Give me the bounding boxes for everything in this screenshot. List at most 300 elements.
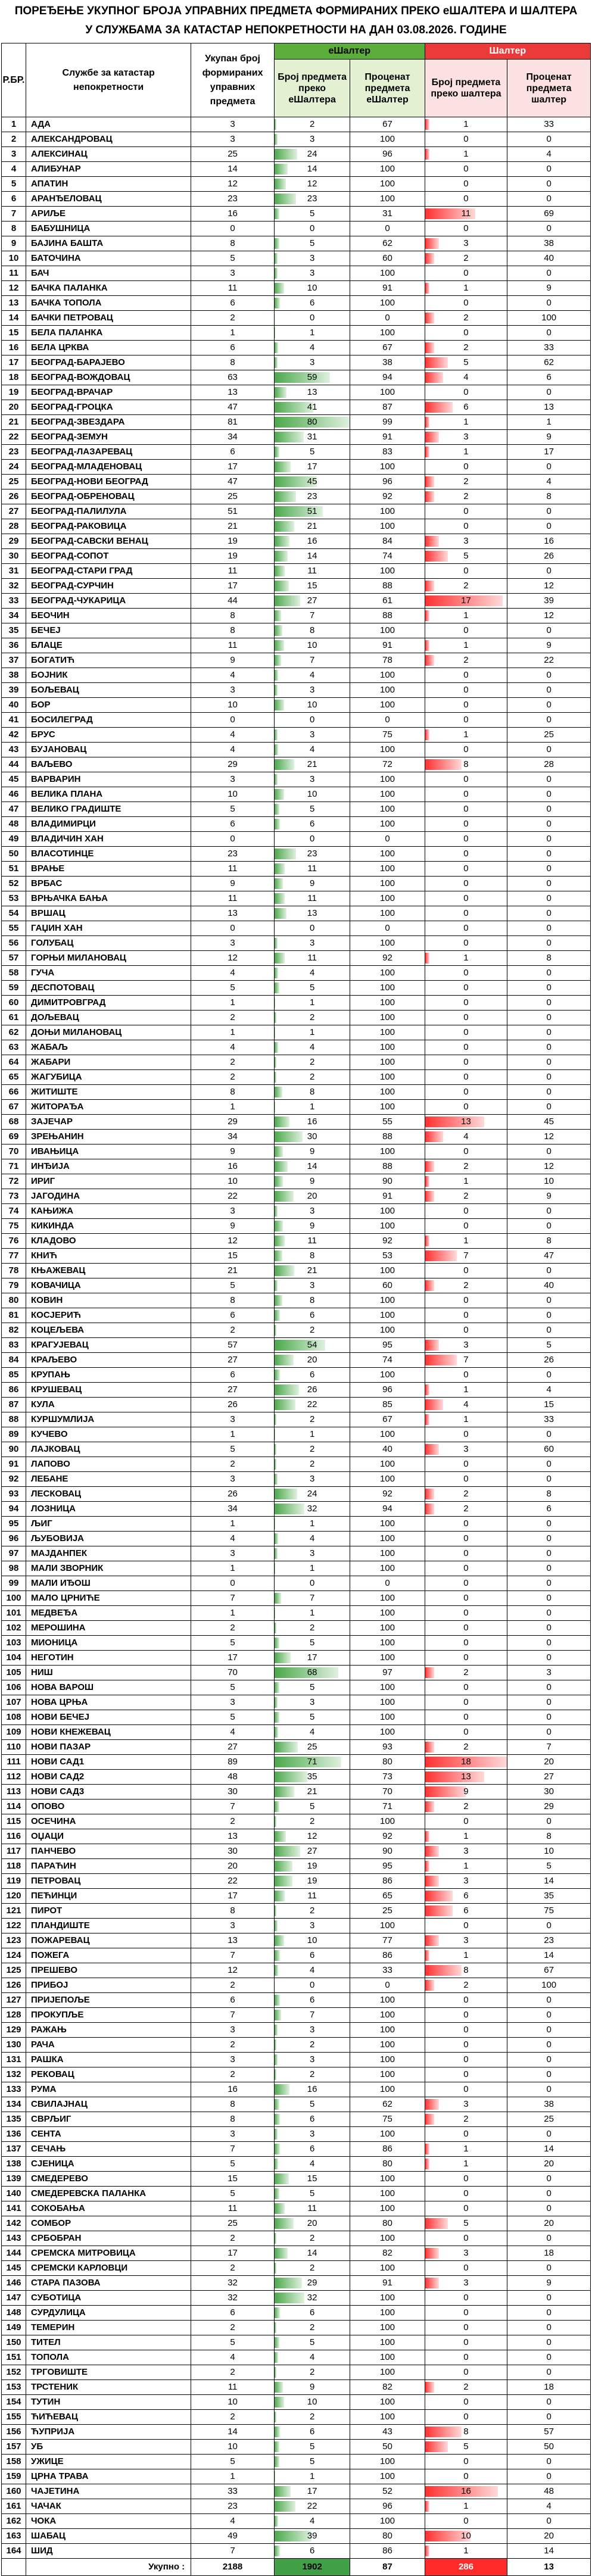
total-count: 8 <box>191 2097 275 2112</box>
totals-s-count: 286 <box>425 2559 507 2576</box>
shalter-count <box>425 1234 507 1249</box>
eshalter-count <box>274 1800 350 1814</box>
shalter-count <box>425 653 507 668</box>
shalter-percent: 0 <box>507 1651 591 1666</box>
table-row <box>2 1323 591 1338</box>
shalter-count <box>425 2246 507 2261</box>
eshalter-count <box>274 326 350 341</box>
table-row <box>2 891 591 906</box>
eshalter-count-value: 29 <box>307 2278 317 2288</box>
eshalter-data-bar <box>275 685 278 696</box>
eshalter-percent: 67 <box>350 117 425 132</box>
eshalter-count <box>274 2201 350 2216</box>
table-row <box>2 296 591 311</box>
row-number: 21 <box>2 415 26 430</box>
shalter-count-value: 1 <box>463 729 469 740</box>
row-number: 7 <box>2 207 26 222</box>
eshalter-data-bar <box>275 1652 291 1663</box>
eshalter-count-value: 3 <box>309 357 315 367</box>
table-row <box>2 1368 591 1383</box>
shalter-count <box>425 445 507 460</box>
shalter-count <box>425 966 507 981</box>
service-name: БЕЧЕЈ <box>26 623 191 638</box>
eshalter-percent: 94 <box>350 370 425 385</box>
eshalter-data-bar <box>275 1370 280 1380</box>
row-number: 108 <box>2 1710 26 1725</box>
row-number: 64 <box>2 1055 26 1070</box>
row-number: 141 <box>2 2201 26 2216</box>
table-row <box>2 1785 591 1800</box>
table-row <box>2 1919 591 1933</box>
eshalter-count <box>274 1011 350 1025</box>
total-count: 33 <box>191 2484 275 2499</box>
total-count: 10 <box>191 2395 275 2410</box>
row-number: 58 <box>2 966 26 981</box>
row-number: 68 <box>2 1115 26 1130</box>
total-count: 70 <box>191 1666 275 1680</box>
service-name: УБ <box>26 2440 191 2455</box>
table-row <box>2 2157 591 2172</box>
total-count: 5 <box>191 2157 275 2172</box>
table-row <box>2 1621 591 1636</box>
eshalter-count-value: 5 <box>309 2337 315 2347</box>
total-count: 13 <box>191 1933 275 1948</box>
eshalter-count-value: 1 <box>309 1608 315 1618</box>
eshalter-data-bar <box>275 581 289 591</box>
eshalter-count <box>274 430 350 445</box>
shalter-data-bar <box>425 1772 484 1782</box>
shalter-data-bar <box>425 313 434 323</box>
shalter-count <box>425 1785 507 1800</box>
eshalter-count-value: 54 <box>307 1340 317 1350</box>
eshalter-count-value: 5 <box>309 2456 315 2466</box>
eshalter-percent: 65 <box>350 1889 425 1904</box>
shalter-count <box>425 147 507 162</box>
shalter-data-bar <box>425 2278 439 2288</box>
shalter-percent: 100 <box>507 1978 591 1993</box>
total-count: 7 <box>191 2544 275 2559</box>
eshalter-percent: 75 <box>350 728 425 743</box>
eshalter-percent: 86 <box>350 1874 425 1889</box>
total-count: 1 <box>191 1517 275 1532</box>
service-name: КЛАДОВО <box>26 1234 191 1249</box>
total-count: 8 <box>191 2112 275 2127</box>
eshalter-percent: 72 <box>350 757 425 772</box>
eshalter-percent: 71 <box>350 1800 425 1814</box>
service-name: БЕОГРАД-ЛАЗАРЕВАЦ <box>26 445 191 460</box>
shalter-percent: 9 <box>507 2276 591 2291</box>
table-row <box>2 2067 591 2082</box>
eshalter-count <box>274 1978 350 1993</box>
eshalter-data-bar <box>275 893 285 904</box>
eshalter-count <box>274 2097 350 2112</box>
service-name: СМЕДЕРЕВО <box>26 2172 191 2187</box>
eshalter-count-value: 3 <box>309 1697 315 1707</box>
table-row <box>2 1249 591 1264</box>
eshalter-count-value: 30 <box>307 1131 317 1142</box>
table-row <box>2 743 591 757</box>
eshalter-percent: 85 <box>350 1398 425 1412</box>
shalter-percent: 0 <box>507 192 591 207</box>
eshalter-data-bar <box>275 2352 278 2363</box>
shalter-percent: 0 <box>507 1591 591 1606</box>
eshalter-count <box>274 2306 350 2321</box>
shalter-count-value: 0 <box>463 849 469 859</box>
table-row <box>2 162 591 177</box>
eshalter-percent: 88 <box>350 1159 425 1174</box>
eshalter-percent: 93 <box>350 1740 425 1755</box>
service-name: КАЊИЖА <box>26 1204 191 1219</box>
shalter-count <box>425 1100 507 1115</box>
table-row <box>2 564 591 579</box>
total-count: 27 <box>191 1383 275 1398</box>
shalter-count-value: 0 <box>463 1027 469 1037</box>
shalter-percent: 0 <box>507 862 591 877</box>
eshalter-count <box>274 1532 350 1546</box>
eshalter-data-bar <box>275 2188 279 2199</box>
eshalter-data-bar <box>275 2516 278 2527</box>
service-name: ОСЕЧИНА <box>26 1814 191 1829</box>
shalter-count-value: 0 <box>463 1221 469 1231</box>
shalter-percent: 0 <box>507 936 591 951</box>
service-name: РАЖАЊ <box>26 2023 191 2038</box>
shalter-count <box>425 1264 507 1278</box>
eshalter-count-value: 3 <box>309 1280 315 1290</box>
totals-label: Укупно : <box>26 2559 191 2576</box>
eshalter-count-value: 0 <box>309 1578 315 1588</box>
eshalter-count <box>274 1204 350 1219</box>
header-e-pct: Проценат предмета еШалтер <box>350 60 425 117</box>
shalter-percent: 0 <box>507 2335 591 2350</box>
eshalter-percent: 31 <box>350 207 425 222</box>
total-count: 29 <box>191 757 275 772</box>
shalter-percent: 0 <box>507 1814 591 1829</box>
eshalter-data-bar <box>275 1831 286 1842</box>
shalter-data-bar <box>425 1176 430 1187</box>
shalter-percent: 0 <box>507 713 591 728</box>
eshalter-count <box>274 668 350 683</box>
total-count: 30 <box>191 1785 275 1800</box>
total-count: 15 <box>191 1249 275 1264</box>
shalter-count-value: 0 <box>463 1816 469 1826</box>
eshalter-data-bar <box>275 2501 295 2512</box>
shalter-data-bar <box>425 2546 430 2556</box>
shalter-percent: 0 <box>507 1055 591 1070</box>
eshalter-data-bar <box>275 1146 283 1157</box>
eshalter-data-bar <box>275 1667 339 1678</box>
shalter-count <box>425 2469 507 2484</box>
total-count: 17 <box>191 1889 275 1904</box>
shalter-count <box>425 311 507 326</box>
row-number: 66 <box>2 1085 26 1100</box>
shalter-count-value: 0 <box>463 700 469 710</box>
eshalter-count-value: 10 <box>307 1935 317 1945</box>
shalter-count <box>425 1933 507 1948</box>
eshalter-percent: 100 <box>350 162 425 177</box>
shalter-count <box>425 489 507 504</box>
row-number: 109 <box>2 1725 26 1740</box>
eshalter-data-bar <box>275 1459 276 1470</box>
shalter-count-value: 1 <box>463 417 469 427</box>
service-name: ПЕЋИНЦИ <box>26 1889 191 1904</box>
eshalter-percent: 100 <box>350 1993 425 2008</box>
eshalter-count-value: 16 <box>307 536 317 546</box>
eshalter-count-value: 5 <box>309 1638 315 1648</box>
eshalter-data-bar <box>275 1102 276 1112</box>
shalter-count <box>425 1814 507 1829</box>
table-row <box>2 1710 591 1725</box>
eshalter-percent: 92 <box>350 1829 425 1844</box>
table-row <box>2 2350 591 2365</box>
row-number: 59 <box>2 981 26 996</box>
eshalter-count-value: 3 <box>309 2129 315 2139</box>
shalter-count-value: 3 <box>463 2278 469 2288</box>
service-name: ЧАЧАК <box>26 2499 191 2514</box>
service-name: БЕОГРАД-СУРЧИН <box>26 579 191 594</box>
shalter-count <box>425 1011 507 1025</box>
table-row <box>2 1800 591 1814</box>
row-number: 34 <box>2 609 26 623</box>
eshalter-count <box>274 579 350 594</box>
service-name: НЕГОТИН <box>26 1651 191 1666</box>
shalter-count-value: 0 <box>463 1727 469 1737</box>
shalter-count <box>425 2231 507 2246</box>
eshalter-count-value: 5 <box>309 2441 315 2452</box>
eshalter-count <box>274 1249 350 1264</box>
eshalter-percent: 67 <box>350 341 425 355</box>
shalter-count <box>425 981 507 996</box>
shalter-data-bar <box>425 342 434 353</box>
shalter-count <box>425 415 507 430</box>
row-number: 67 <box>2 1100 26 1115</box>
eshalter-count-value: 2 <box>309 1906 315 1916</box>
shalter-count-value: 0 <box>463 2456 469 2466</box>
shalter-count <box>425 1993 507 2008</box>
table-row <box>2 2499 591 2514</box>
eshalter-data-bar <box>275 2054 278 2065</box>
shalter-count <box>425 2157 507 2172</box>
shalter-count <box>425 906 507 921</box>
service-name: ПЛАНДИШТЕ <box>26 1919 191 1933</box>
eshalter-count-value: 7 <box>309 655 315 665</box>
shalter-percent: 0 <box>507 132 591 147</box>
eshalter-data-bar <box>275 774 278 785</box>
eshalter-percent: 100 <box>350 1323 425 1338</box>
shalter-data-bar <box>425 581 434 591</box>
shalter-data-bar <box>425 2427 462 2437</box>
eshalter-data-bar <box>275 521 294 532</box>
eshalter-percent: 100 <box>350 802 425 817</box>
row-number: 117 <box>2 1844 26 1859</box>
shalter-count <box>425 355 507 370</box>
shalter-count <box>425 609 507 623</box>
eshalter-count <box>274 1725 350 1740</box>
shalter-percent: 8 <box>507 1234 591 1249</box>
eshalter-count <box>274 1323 350 1338</box>
shalter-count-value: 0 <box>463 1652 469 1663</box>
shalter-data-bar <box>425 1876 439 1886</box>
shalter-percent: 23 <box>507 1933 591 1948</box>
eshalter-data-bar <box>275 536 289 547</box>
shalter-percent: 0 <box>507 906 591 921</box>
service-name: ЖИТИШТЕ <box>26 1085 191 1100</box>
shalter-percent: 0 <box>507 981 591 996</box>
eshalter-count <box>274 1442 350 1457</box>
eshalter-count-value: 0 <box>309 923 315 933</box>
row-number: 156 <box>2 2425 26 2440</box>
table-row <box>2 1427 591 1442</box>
eshalter-count-value: 2 <box>309 1623 315 1633</box>
shalter-count-value: 0 <box>463 1682 469 1692</box>
service-name: БЕОГРАД-ЗЕМУН <box>26 430 191 445</box>
shalter-percent: 14 <box>507 1874 591 1889</box>
shalter-count <box>425 2127 507 2142</box>
shalter-count <box>425 847 507 862</box>
service-name: БОР <box>26 698 191 713</box>
eshalter-percent: 100 <box>350 1204 425 1219</box>
total-count: 48 <box>191 1770 275 1785</box>
total-count: 19 <box>191 534 275 549</box>
table-row <box>2 504 591 519</box>
shalter-count-value: 0 <box>463 908 469 918</box>
eshalter-data-bar <box>275 1399 295 1410</box>
total-count: 3 <box>191 1546 275 1561</box>
eshalter-data-bar <box>275 1429 276 1440</box>
eshalter-count-value: 11 <box>307 1891 317 1901</box>
eshalter-count-value: 3 <box>309 268 315 278</box>
row-number: 116 <box>2 1829 26 1844</box>
shalter-count <box>425 400 507 415</box>
shalter-percent: 0 <box>507 1621 591 1636</box>
shalter-count <box>425 1874 507 1889</box>
shalter-count-value: 0 <box>463 2471 469 2481</box>
eshalter-count-value: 68 <box>307 1667 317 1677</box>
shalter-data-bar <box>425 655 434 666</box>
shalter-percent: 67 <box>507 1963 591 1978</box>
eshalter-data-bar <box>275 1504 305 1514</box>
row-number: 63 <box>2 1040 26 1055</box>
eshalter-data-bar <box>275 461 291 472</box>
shalter-count <box>425 2440 507 2455</box>
service-name: БРУС <box>26 728 191 743</box>
eshalter-percent: 100 <box>350 296 425 311</box>
total-count: 1 <box>191 1606 275 1621</box>
shalter-data-bar <box>425 551 448 562</box>
shalter-count-value: 7 <box>463 1250 469 1261</box>
eshalter-percent: 92 <box>350 1487 425 1502</box>
eshalter-percent: 100 <box>350 1710 425 1725</box>
shalter-data-bar <box>425 1786 469 1797</box>
total-count: 9 <box>191 1144 275 1159</box>
shalter-count <box>425 1532 507 1546</box>
row-number: 70 <box>2 1144 26 1159</box>
shalter-count <box>425 1844 507 1859</box>
eshalter-count-value: 0 <box>309 834 315 844</box>
total-count: 12 <box>191 1963 275 1978</box>
eshalter-count <box>274 1770 350 1785</box>
shalter-data-bar <box>425 1489 434 1499</box>
eshalter-percent: 92 <box>350 489 425 504</box>
eshalter-count-value: 10 <box>307 700 317 710</box>
shalter-count <box>425 1651 507 1666</box>
shalter-percent: 0 <box>507 1085 591 1100</box>
row-number: 42 <box>2 728 26 743</box>
table-row <box>2 2053 591 2067</box>
eshalter-data-bar <box>275 2471 276 2482</box>
eshalter-count-value: 4 <box>309 1533 315 1543</box>
eshalter-count <box>274 2321 350 2335</box>
eshalter-percent: 60 <box>350 251 425 266</box>
shalter-count <box>425 266 507 281</box>
totals-s-pct: 13 <box>507 2559 591 2576</box>
eshalter-count <box>274 996 350 1011</box>
shalter-percent: 38 <box>507 236 591 251</box>
shalter-count <box>425 1368 507 1383</box>
service-name: ВЕЛИКА ПЛАНА <box>26 787 191 802</box>
eshalter-percent: 100 <box>350 1011 425 1025</box>
service-name: СЕНТА <box>26 2127 191 2142</box>
table-row <box>2 415 591 430</box>
shalter-data-bar <box>425 1861 430 1872</box>
total-count: 27 <box>191 1353 275 1368</box>
eshalter-percent: 0 <box>350 1978 425 1993</box>
shalter-count-value: 2 <box>463 253 469 263</box>
eshalter-count-value: 32 <box>307 2293 317 2303</box>
shalter-count-value: 0 <box>463 2188 469 2198</box>
eshalter-data-bar <box>275 1816 276 1827</box>
service-name: КУРШУМЛИЈА <box>26 1412 191 1427</box>
shalter-percent: 0 <box>507 1100 591 1115</box>
row-number: 82 <box>2 1323 26 1338</box>
total-count: 1 <box>191 996 275 1011</box>
eshalter-data-bar <box>275 1965 278 1976</box>
eshalter-data-bar <box>275 357 278 368</box>
shalter-count <box>425 1085 507 1100</box>
shalter-percent: 0 <box>507 2201 591 2216</box>
shalter-count <box>425 326 507 341</box>
eshalter-count <box>274 1293 350 1308</box>
shalter-data-bar <box>425 536 439 547</box>
eshalter-count-value: 35 <box>307 1772 317 1782</box>
row-number: 128 <box>2 2008 26 2023</box>
eshalter-percent: 100 <box>350 1144 425 1159</box>
row-number: 91 <box>2 1457 26 1472</box>
row-number: 149 <box>2 2321 26 2335</box>
table-row <box>2 207 591 222</box>
shalter-data-bar <box>425 1280 434 1291</box>
eshalter-count <box>274 117 350 132</box>
eshalter-data-bar <box>275 2278 302 2288</box>
table-row <box>2 430 591 445</box>
shalter-percent: 0 <box>507 1517 591 1532</box>
eshalter-data-bar <box>275 2307 280 2318</box>
row-number: 136 <box>2 2127 26 2142</box>
shalter-count <box>425 1442 507 1457</box>
eshalter-count-value: 2 <box>309 1414 315 1424</box>
row-number: 97 <box>2 1546 26 1561</box>
shalter-count-value: 2 <box>463 655 469 665</box>
eshalter-count <box>274 2499 350 2514</box>
table-row <box>2 1412 591 1427</box>
total-count: 2 <box>191 2067 275 2082</box>
row-number: 90 <box>2 1442 26 1457</box>
total-count: 7 <box>191 1591 275 1606</box>
shalter-count-value: 0 <box>463 1920 469 1931</box>
total-count: 26 <box>191 1487 275 1502</box>
eshalter-count <box>274 594 350 609</box>
eshalter-count <box>274 2187 350 2201</box>
shalter-count-value: 4 <box>463 1131 469 1142</box>
